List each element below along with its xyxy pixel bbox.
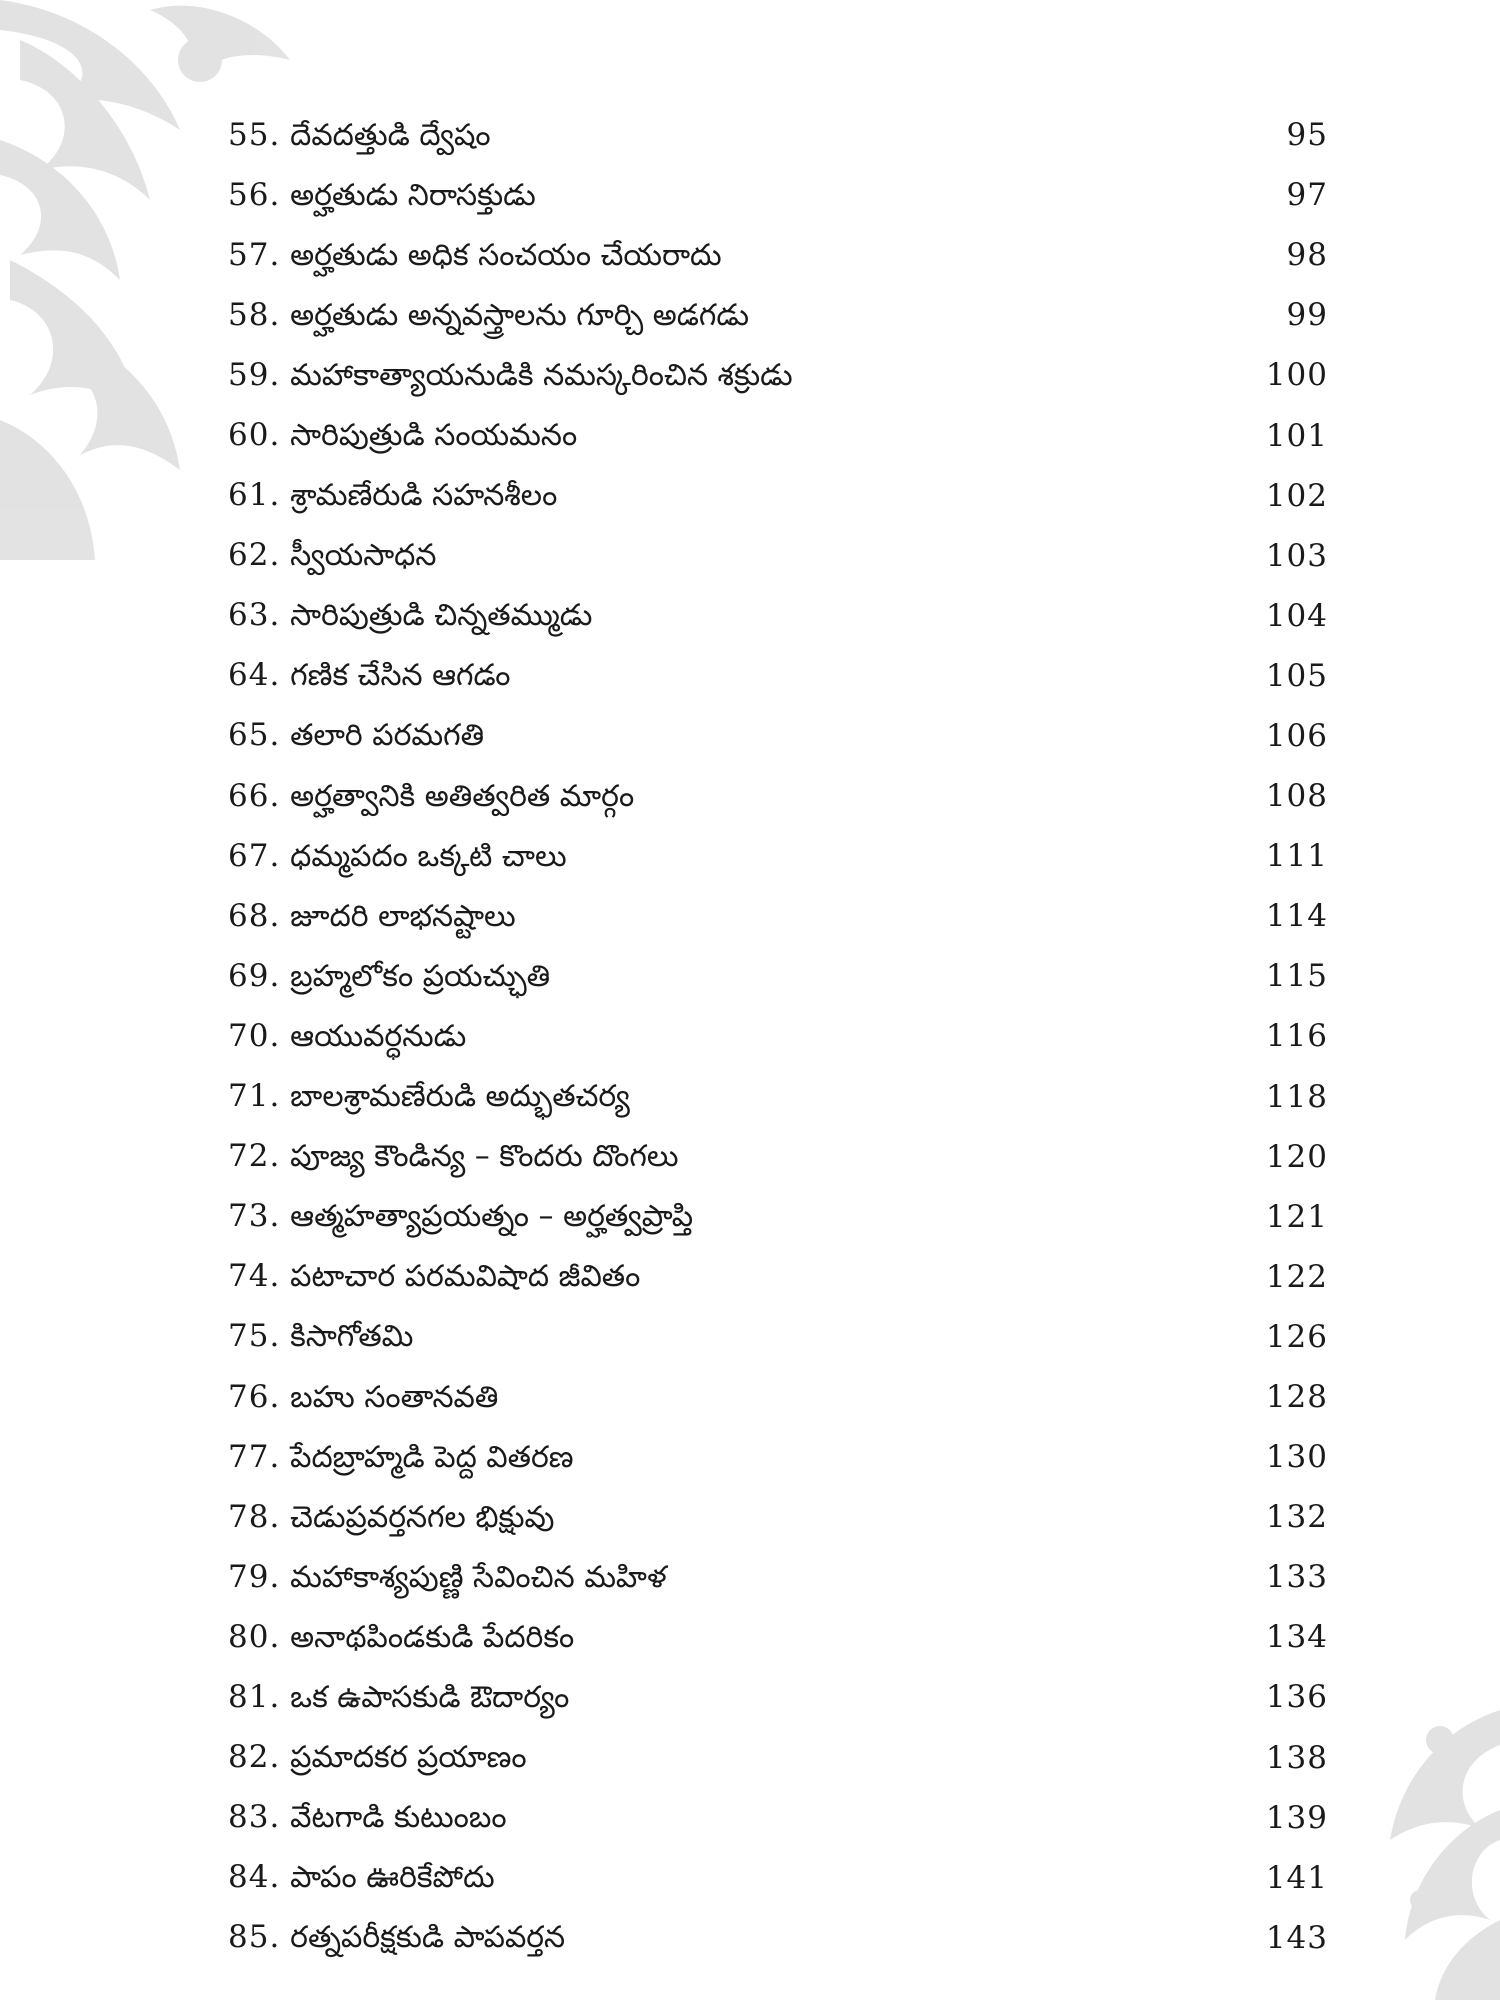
entry-title: జూదరి లాభనష్టాలు [290,898,516,934]
entry-number: 83. [228,1799,281,1836]
entry-title: తలారి పరమగతి [290,718,485,754]
toc-entry [228,586,1328,646]
entry-title: అర్హత్వానికి అతిత్వరిత మార్గం [290,778,635,814]
entry-title: పటాచార పరమవిషాద జీవితం [290,1259,641,1295]
entry-title: బహు సంతానవతి [290,1379,499,1415]
toc-entry [228,1908,1328,1968]
entry-number: 71. [228,1078,281,1115]
entry-page-number: 143 [1265,1919,1328,1956]
toc-entry [228,1487,1328,1547]
entry-page-number: 108 [1265,778,1328,815]
toc-entry [228,1728,1328,1788]
entry-title: సారిపుత్రుడి చిన్నతమ్ముడు [290,598,593,634]
entry-title: ప్రమాదకర ప్రయాణం [290,1740,527,1776]
entry-number: 62. [228,537,281,574]
entry-page-number: 120 [1265,1138,1328,1175]
toc-entry [228,1848,1328,1908]
entry-number: 58. [228,296,281,333]
toc-entry [228,105,1328,165]
entry-number: 78. [228,1498,281,1535]
toc-entry [228,225,1328,285]
entry-page-number: 138 [1265,1739,1328,1776]
entry-title: దేవదత్తుడి ద్వేషం [290,117,491,153]
entry-number: 61. [228,477,281,514]
entry-title: మహాకాశ్యపుణ్ణి సేవించిన మహిళ [290,1559,667,1595]
toc-entry [228,1427,1328,1487]
entry-page-number: 136 [1265,1679,1328,1716]
toc-entry [228,1367,1328,1427]
entry-page-number: 122 [1265,1258,1328,1295]
entry-page-number: 106 [1265,717,1328,754]
entry-page-number: 121 [1265,1198,1328,1235]
entry-number: 65. [228,717,281,754]
toc-entry [228,646,1328,706]
entry-title: శ్రామణేరుడి సహనశీలం [290,478,558,514]
entry-number: 69. [228,957,281,994]
entry-title: అనాథపిండకుడి పేదరికం [290,1619,575,1655]
entry-title: ధమ్మపదం ఒక్కటి చాలు [290,838,567,874]
entry-page-number: 128 [1265,1379,1328,1416]
entry-number: 77. [228,1438,281,1475]
entry-title: అర్హతుడు నిరాసక్తుడు [290,177,536,213]
entry-page-number: 102 [1265,477,1328,514]
toc-entry [228,1067,1328,1127]
entry-page-number: 103 [1265,537,1328,574]
entry-number: 82. [228,1739,281,1776]
entry-title: అర్హతుడు అన్నవస్త్రాలను గూర్చి అడగడు [290,297,749,333]
entry-page-number: 130 [1265,1439,1328,1476]
toc-entry [228,1667,1328,1727]
toc-entry [228,1788,1328,1848]
entry-page-number: 118 [1265,1078,1328,1115]
entry-number: 72. [228,1138,281,1175]
entry-number: 60. [228,417,281,454]
entry-page-number: 141 [1265,1859,1328,1896]
entry-number: 81. [228,1678,281,1715]
toc-entry [228,946,1328,1006]
entry-number: 80. [228,1618,281,1655]
entry-title: మహాకాత్యాయనుడికి నమస్కరించిన శక్రుడు [290,357,793,393]
entry-number: 67. [228,837,281,874]
entry-number: 59. [228,356,281,393]
toc-entry [228,1247,1328,1307]
toc-entry [228,285,1328,345]
entry-page-number: 139 [1265,1799,1328,1836]
entry-page-number: 116 [1265,1018,1328,1055]
entry-title: బ్రహ్మలోకం ప్రయచ్ఛుతి [290,958,551,994]
entry-page-number: 97 [1286,177,1328,214]
entry-title: కిసాగోతమి [290,1319,414,1355]
entry-title: ఆత్మహత్యాప్రయత్నం – అర్హత్వప్రాప్తి [290,1199,694,1235]
entry-page-number: 101 [1265,417,1328,454]
toc-entry [228,526,1328,586]
entry-page-number: 104 [1265,597,1328,634]
entry-page-number: 115 [1265,958,1328,995]
entry-number: 57. [228,236,281,273]
toc-entry [228,1187,1328,1247]
entry-page-number: 95 [1286,117,1328,154]
toc-entry [228,1547,1328,1607]
entry-title: రత్నపరీక్షకుడి పాపవర్తన [290,1920,566,1956]
entry-number: 73. [228,1198,281,1235]
toc-entry [228,766,1328,826]
toc-entry [228,1307,1328,1367]
entry-title: పాపం ఊరికేపోదు [290,1860,495,1896]
entry-title: స్వీయసాధన [290,538,437,574]
entry-number: 70. [228,1017,281,1054]
entry-number: 56. [228,176,281,213]
toc-entry [228,466,1328,526]
entry-number: 74. [228,1258,281,1295]
toc-entry [228,706,1328,766]
entry-page-number: 99 [1286,297,1328,334]
entry-title: ఒక ఉపాసకుడి ఔదార్యం [290,1679,570,1715]
entry-page-number: 134 [1265,1619,1328,1656]
toc-entry [228,826,1328,886]
entry-title: గణిక చేసిన ఆగడం [290,658,511,694]
entry-page-number: 105 [1265,657,1328,694]
entry-number: 64. [228,657,281,694]
entry-page-number: 126 [1265,1318,1328,1355]
entry-page-number: 133 [1265,1559,1328,1596]
entry-number: 66. [228,777,281,814]
entry-page-number: 100 [1265,357,1328,394]
entry-page-number: 132 [1265,1499,1328,1536]
entry-page-number: 114 [1265,898,1328,935]
entry-title: అర్హతుడు అధిక సంచయం చేయరాదు [290,237,722,273]
toc-entry [228,1006,1328,1066]
entry-title: చెడుప్రవర్తనగల భిక్షువు [290,1499,555,1535]
toc-entry [228,1127,1328,1187]
entry-number: 84. [228,1859,281,1896]
entry-number: 85. [228,1919,281,1956]
entry-number: 55. [228,116,281,153]
entry-page-number: 98 [1286,237,1328,274]
entry-number: 76. [228,1378,281,1415]
entry-title: బాలశ్రామణేరుడి అద్భుతచర్య [290,1079,630,1115]
entry-title: పూజ్య కౌండిన్య – కొందరు దొంగలు [290,1139,679,1175]
entry-number: 75. [228,1318,281,1355]
entry-number: 68. [228,897,281,934]
toc-entry [228,1607,1328,1667]
entry-title: సారిపుత్రుడి సంయమనం [290,418,578,454]
entry-title: ఆయువర్ధనుడు [290,1018,467,1054]
entry-title: పేదబ్రాహ్మడి పెద్ద వితరణ [290,1439,574,1475]
toc-entry [228,886,1328,946]
toc-entry [228,405,1328,465]
entry-page-number: 111 [1265,838,1328,875]
toc-entry [228,345,1328,405]
entry-number: 79. [228,1558,281,1595]
floral-ornament-bottom-right [1310,1700,1500,2000]
table-of-contents [228,105,1328,1968]
toc-entry [228,165,1328,225]
entry-number: 63. [228,597,281,634]
entry-title: వేటగాడి కుటుంబం [290,1800,507,1836]
